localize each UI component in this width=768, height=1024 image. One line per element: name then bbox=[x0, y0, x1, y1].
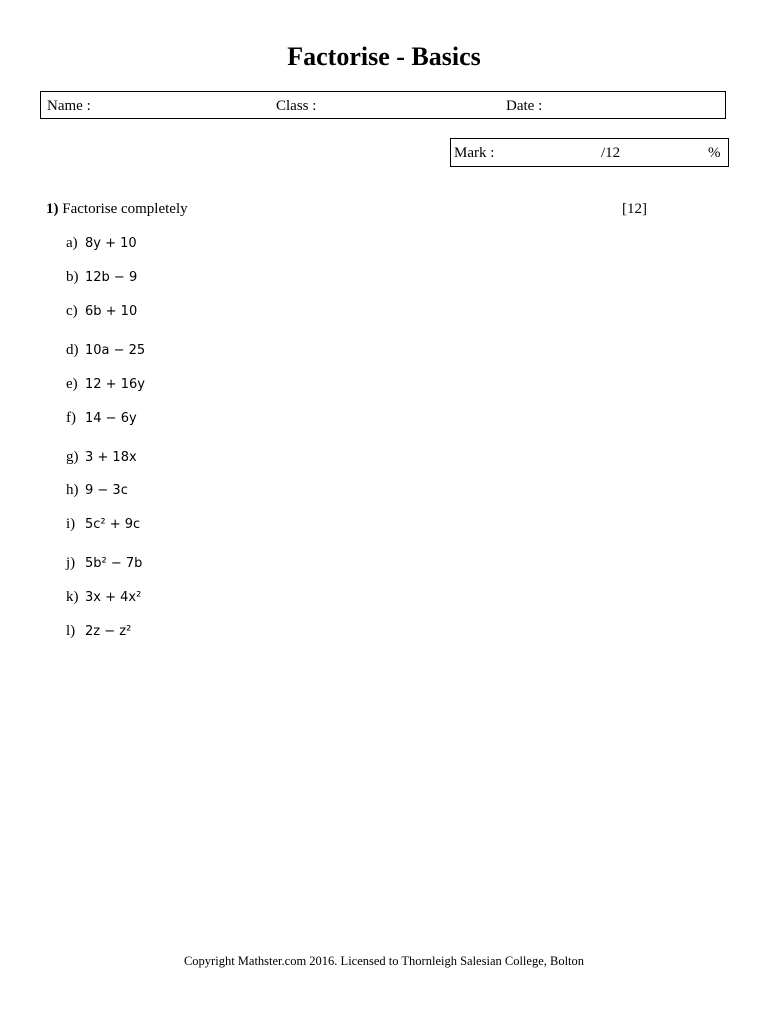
list-item bbox=[66, 516, 140, 533]
item-expression: 3 + 18x bbox=[85, 450, 137, 465]
mark-total: /12 bbox=[601, 145, 621, 161]
item-expression: 10a − 25 bbox=[85, 343, 146, 358]
item-expression: 8y + 10 bbox=[85, 236, 137, 251]
list-item bbox=[66, 303, 137, 320]
item-letter: e) bbox=[66, 376, 78, 392]
item-letter: l) bbox=[66, 623, 76, 639]
list-item bbox=[66, 482, 128, 499]
list-item bbox=[66, 589, 141, 606]
item-letter: h) bbox=[66, 482, 79, 498]
item-letter: a) bbox=[66, 235, 78, 251]
item-expression: 5b² − 7b bbox=[85, 556, 143, 571]
list-item bbox=[66, 269, 137, 286]
question-marks: [12] bbox=[622, 201, 647, 217]
date-label: Date : bbox=[506, 98, 543, 114]
page-title: Factorise - Basics bbox=[287, 42, 481, 71]
list-item bbox=[66, 376, 145, 393]
item-letter: c) bbox=[66, 303, 78, 319]
item-letter: f) bbox=[66, 410, 76, 426]
class-label: Class : bbox=[276, 98, 317, 114]
item-expression: 3x + 4x² bbox=[85, 590, 142, 605]
item-letter: j) bbox=[66, 555, 76, 571]
item-letter: i) bbox=[66, 516, 76, 532]
list-item bbox=[66, 410, 137, 427]
list-item bbox=[66, 235, 137, 252]
question-heading bbox=[46, 201, 188, 218]
item-letter: b) bbox=[66, 269, 79, 285]
list-item bbox=[66, 342, 145, 359]
item-letter: d) bbox=[66, 342, 79, 358]
copyright-footer: Copyright Mathster.com 2016. Licensed to Thornleigh Salesian College, Bolton bbox=[183, 954, 585, 968]
name-label: Name : bbox=[47, 98, 91, 114]
list-item bbox=[66, 449, 137, 466]
item-expression: 12 + 16y bbox=[85, 377, 145, 392]
student-info-box bbox=[40, 91, 726, 119]
list-item bbox=[66, 555, 142, 572]
question-number: 1) bbox=[46, 201, 59, 217]
percent-sign: % bbox=[708, 145, 721, 161]
item-letter: k) bbox=[66, 589, 79, 605]
mark-label: Mark : bbox=[454, 145, 495, 161]
item-expression: 14 − 6y bbox=[85, 411, 137, 426]
item-expression: 12b − 9 bbox=[85, 270, 138, 285]
list-item bbox=[66, 623, 131, 640]
question-text: Factorise completely bbox=[62, 201, 188, 217]
item-letter: g) bbox=[66, 449, 79, 465]
item-expression: 6b + 10 bbox=[85, 304, 138, 319]
mark-box bbox=[450, 138, 729, 167]
item-expression: 2z − z² bbox=[85, 624, 132, 639]
item-expression: 9 − 3c bbox=[85, 483, 128, 498]
item-expression: 5c² + 9c bbox=[85, 517, 141, 532]
